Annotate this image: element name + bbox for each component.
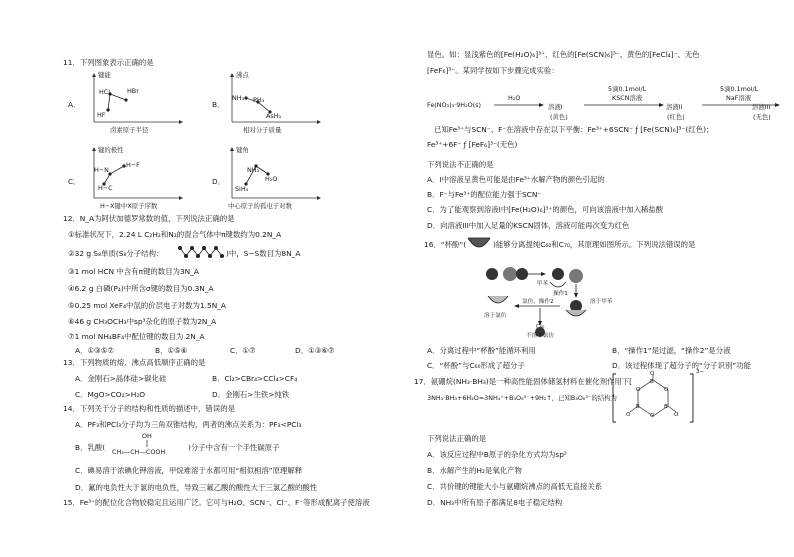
q15-ask: 下列说法不正确的是 — [427, 160, 494, 169]
b3o6-b-top: B — [650, 379, 654, 385]
scheme-s1-color: (黄色) — [550, 113, 568, 121]
q11a-ylabel: 键能 — [98, 71, 111, 79]
lactic-chain: CH₃—CH—COOH — [112, 448, 166, 456]
diag-label-toluene: 甲苯 — [537, 281, 549, 287]
q17-stem: 17．氨硼烷(NH₃·BH₃)是一种高性能固体储氢材料在催化剂作用下[ — [414, 377, 633, 386]
diag-label-in-toluene: 溶于甲苯 — [590, 299, 613, 305]
q14-choice-c[interactable]: C．碘易溶于浓碘化钾溶液，甲烷难溶于水都可用“相似相溶”原理解释 — [75, 466, 303, 475]
q11-label-b: B． — [212, 100, 225, 109]
diag-label-c60: C₆₀ — [536, 324, 545, 330]
q17-choice-b[interactable]: B．水解产生的H₂是氧化产物 — [427, 466, 522, 475]
q12-item-2b: )中，S−S数目为8N_A — [226, 249, 301, 258]
q15-eq-1: 已知Fe³⁺与SCN⁻、F⁻在溶液中存在以下平衡：Fe³⁺+6SCN⁻ ƒ [Fe(SCN)₆]³⁻(红色)； — [434, 125, 714, 134]
q15-stem: 15．Fe³⁺的配位化合物较稳定且运用广泛。它可与H₂O、SCN⁻、Cl⁻、F⁻等形成配离子使溶液 — [63, 498, 370, 507]
q12-item-1: ①标准状况下，2.24 L C₂H₂和N₂的混合气体中π键数约为0.2N_A — [68, 230, 282, 239]
q12-item-6: ⑥46 g CH₃OCH₃中sp³杂化的原子数为2N_A — [68, 317, 217, 326]
b3o6-b-right: B — [664, 404, 668, 410]
q17-ask: 下列说法正确的是 — [427, 434, 487, 443]
q11-label-a: A． — [68, 100, 81, 109]
q14-choice-a[interactable]: A．PF₃和PCl₃分子均为三角双锥结构，两者的沸点关系为：PF₃<PCl₃ — [75, 420, 302, 429]
q12-choice-b[interactable]: B．①⑤⑥ — [155, 346, 188, 355]
scheme-s2: 溶液II — [666, 103, 683, 111]
s8-structure-icon — [178, 245, 224, 259]
scheme-start: Fe(NO₃)₃·9H₂O(s) — [427, 101, 481, 109]
q17-choice-c[interactable]: C．共价键的键能大小与氨硼烷沸点的高低无直接关系 — [427, 482, 603, 491]
scheme-reagent-2: 5滴0.1mol/L — [608, 85, 647, 93]
b3o6-o-bottom: O — [650, 413, 655, 419]
c70-ball-icon — [503, 267, 517, 281]
q15-choice-b[interactable]: B．F⁻与Fe³⁺的配位能力强于SCN⁻ — [427, 190, 542, 199]
q11c-label-hn: H−N — [94, 166, 109, 174]
scheme-reagent-3b: NaF溶液 — [726, 94, 752, 102]
q11c-xlabel: H−X键中X原子序数 — [100, 202, 158, 210]
q14-stem: 14．下列关于分子的结构和性质的描述中，错误的是 — [63, 404, 236, 413]
diag-label-op1: 操作1 — [553, 291, 568, 297]
q12-choice-d[interactable]: D．①③⑥⑦ — [295, 346, 335, 355]
q14-choice-b-start[interactable]: B．乳酸( — [75, 443, 106, 452]
q13-choice-c[interactable]: C．MgO>CO₂>H₂O — [75, 390, 146, 399]
q11a-xlabel: 卤素原子半径 — [110, 126, 149, 134]
scheme-s1: 溶液I — [548, 103, 563, 111]
q12-item-7: ⑦1 mol NH₄BF₄中配位键的数目为 2N_A — [68, 332, 205, 341]
q11b-label-ash3: AsH₃ — [266, 112, 282, 120]
b3o6-o-bl: O — [626, 412, 631, 418]
scheme-reagent-1: H₂O — [508, 94, 521, 102]
q13-choice-b[interactable]: B．Cl₂>CBr₄>CCl₄>CF₄ — [212, 374, 298, 383]
lactic-oh: OH — [142, 432, 152, 440]
q11-graph-c — [88, 146, 188, 210]
q12-item-2a: ②32 g S₈单质(S₈分子结构： — [68, 249, 164, 258]
q11c-label-hc: H−C — [98, 184, 113, 192]
q17-equation: 3NH₃·BH₃+6H₂O=3NH₄⁺+B₃O₆³⁻+9H₂↑，已知B₃O₆³⁻的结构为 — [427, 394, 617, 402]
q11-label-c: C． — [68, 177, 81, 186]
b3o6-o-br: O — [674, 412, 679, 418]
q12-item-4: ④6.2 g 白磷(P₄)中所含σ键的数目为0.3N_A — [68, 284, 214, 293]
q13-choice-d[interactable]: D．金刚石>生铁>纯铁 — [212, 390, 290, 399]
q11d-label-nh3: NH₃ — [247, 166, 260, 174]
q11d-xlabel: 中心原子的孤电子对数 — [228, 202, 292, 210]
q12-choice-a[interactable]: A．①③⑤⑦ — [75, 346, 114, 355]
calixarene-bowl-icon — [466, 234, 492, 252]
q13-choice-a[interactable]: A．金刚石>晶体硅>碳化硅 — [75, 374, 167, 383]
q11-label-d: D． — [212, 177, 226, 186]
diag-label-op2: 氯仿，操作2 — [522, 299, 554, 305]
q11a-label-hf: HF — [97, 111, 106, 119]
q16-choice-d[interactable]: D．该过程体现了超分子的“分子识别”功能 — [612, 361, 751, 370]
q11b-xlabel: 相对分子质量 — [243, 126, 282, 134]
scheme-s3: 溶液III — [752, 103, 771, 111]
scheme-reagent-3: 5滴0.1mol/L — [720, 85, 759, 93]
q16-stem-end: )能够分离提纯C₆₀和C₇₀，其原理如图所示。下列说法错误的是 — [493, 240, 696, 249]
q15-choice-a[interactable]: A．I中溶液呈黄色可能是由Fe³⁺水解产物的颜色引起的 — [427, 175, 605, 184]
q15-choice-d[interactable]: D．向溶液III中加入足量的KSCN固体，溶液可能再次变为红色 — [427, 221, 630, 230]
q11a-label-hbr: HBr — [127, 87, 139, 95]
b3o6-o-left: O — [636, 387, 641, 393]
b3o6-o-right: O — [664, 387, 669, 393]
q11b-label-ph3: PH₃ — [253, 96, 265, 104]
q11c-label-hf: H−F — [126, 161, 140, 169]
q13-stem: 13．下列物质的熔、沸点高低顺序正确的是 — [63, 358, 206, 367]
scheme-s3-color: (无色) — [753, 113, 771, 121]
q11d-label-sih4: SiH₄ — [235, 185, 249, 193]
q11d-ylabel: 键角 — [236, 146, 249, 154]
q12-item-3: ③1 mol HCN 中含有π键的数目为3N_A — [68, 267, 199, 276]
q11b-ylabel: 沸点 — [236, 71, 249, 79]
q15-choice-c[interactable]: C．为了能观察到溶液I中[Fe(H₂O)₆]³⁺的颜色，可向该溶液中加入稀盐酸 — [427, 205, 664, 214]
b3o6-o-top: O — [650, 371, 655, 377]
q11b-label-nh3: NH₃ — [232, 94, 245, 102]
q11-stem: 11．下列图象表示正确的是 — [63, 58, 154, 67]
q14-choice-b-end: )分子中含有一个手性碳原子 — [188, 443, 280, 452]
q12-choice-c[interactable]: C．①⑦ — [230, 346, 256, 355]
q11a-label-hcl: HCl — [99, 88, 111, 96]
q12-stem: 12．N_A为阿伏加德罗常数的值，下列说法正确的是 — [63, 214, 235, 223]
q15-cont-1: 显色。如：显浅紫色的[Fe(H₂O)₆]³⁺、红色的[Fe(SCN)₆]³⁻、黄色的[FeCl₄]⁻、无色 — [427, 50, 700, 59]
q11c-ylabel: 键的极性 — [98, 146, 124, 154]
diag-label-in-chloroform: 溶于氯仿 — [484, 313, 507, 319]
lactic-bond-icon — [144, 440, 150, 448]
b3o6-charge: 3− — [696, 369, 705, 375]
scheme-s2-color: (红色) — [667, 113, 685, 121]
q16-choice-a[interactable]: A．分离过程中“杯酚”能循环利用 — [427, 346, 536, 355]
c60-ball-icon — [486, 268, 498, 280]
q17-choice-a[interactable]: A．该反应过程中B原子的杂化方式均为sp² — [427, 450, 567, 459]
q11d-label-h2o: H₂O — [265, 175, 278, 183]
q15-eq-2: Fe³⁺+6F⁻ ƒ [FeF₆]³⁻(无色) — [427, 140, 518, 149]
q16-choice-b[interactable]: B．“操作1”是过滤，“操作2”是分液 — [612, 346, 731, 355]
q14-choice-d[interactable]: D．氟的电负性大于氯的电负性，导致三氟乙酸的酸性大于三氯乙酸的酸性 — [75, 483, 318, 492]
scheme-reagent-2b: KSCN溶液 — [612, 94, 643, 102]
q16-choice-c[interactable]: C．“杯酚”与C₆₀形成了超分子 — [427, 361, 525, 370]
b3o6-b-left: B — [636, 404, 640, 410]
q16-stem-start: 16．“杯酚”( — [424, 240, 467, 249]
q15-cont-2: [FeF₆]³⁻。某同学按如下步骤完成实验： — [427, 66, 559, 75]
right-column — [400, 0, 794, 557]
q17-choice-d[interactable]: D．NH₃中所有原子都满足8电子稳定结构 — [427, 498, 563, 507]
diag-label-insoluble: 不溶于氯仿 — [526, 333, 554, 339]
q12-item-5: ⑤0.25 mol XeF₄中氙的价层电子对数为1.5N_A — [68, 301, 226, 310]
